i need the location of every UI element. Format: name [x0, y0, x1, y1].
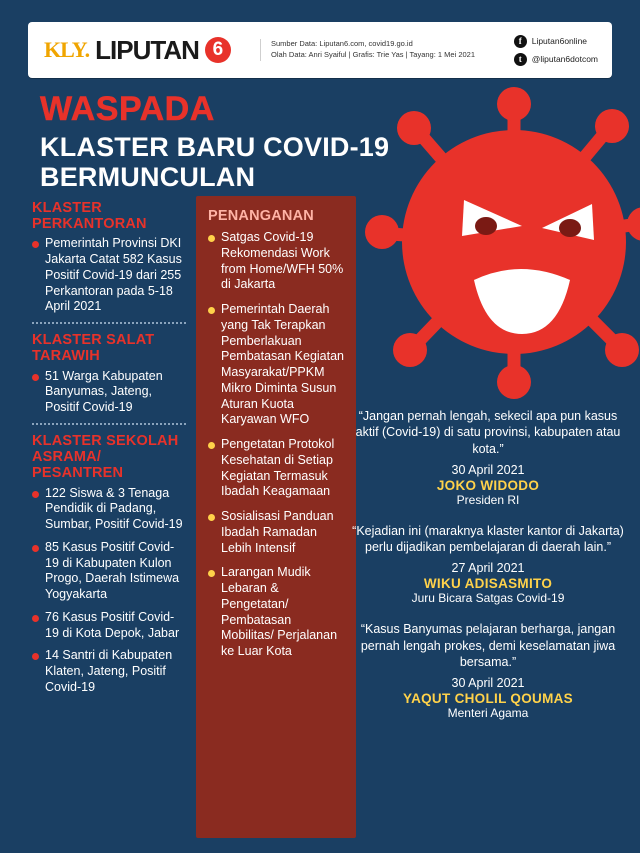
- mid-column-items: [208, 230, 344, 660]
- page-title: [40, 92, 389, 192]
- section-heading: KLASTER PERKANTORAN: [32, 200, 147, 233]
- source-credits: [260, 39, 514, 61]
- facebook-icon: f: [514, 35, 527, 48]
- twitter-handle: @liputan6dotcom: [531, 54, 598, 64]
- list-item: [208, 565, 344, 660]
- list-item: [32, 236, 186, 315]
- logo-kly-text: KLY.: [44, 37, 90, 62]
- quote-author-role: Juru Bicara Satgas Covid-19: [411, 591, 565, 606]
- list-item: [32, 610, 186, 642]
- logo-liputan-text: LIPUTAN: [95, 34, 199, 65]
- brand-logo: [28, 35, 256, 66]
- header-bar: [28, 22, 612, 78]
- twitter-icon: t: [514, 53, 527, 66]
- coronavirus-illustration: [346, 74, 640, 404]
- facebook-link[interactable]: [514, 35, 598, 48]
- quote-author-name: YAQUT CHOLIL QOUMAS: [403, 691, 573, 706]
- virus-svg: [346, 74, 640, 404]
- quote-card: [352, 408, 624, 507]
- bullet-dot-icon: [32, 491, 39, 498]
- quote-card: [352, 621, 624, 720]
- list-item-text: Pemerintah Provinsi DKI Jakarta Catat 582 Kasus Positif Covid-19 dari 255 Perkantoran pada 5-18 April 2021: [45, 236, 182, 314]
- source-line-1: Sumber Data: Liputan6.com, covid19.go.id: [271, 39, 413, 49]
- list-item: [208, 509, 344, 556]
- quote-text: “Kasus Banyumas pelajaran berharga, jangan pernah lengah prokes, demi keselamatan jiwa bersama.”: [360, 622, 616, 669]
- list-item-text: Larangan Mudik Lebaran & Pengetatan/ Pembatasan Mobilitas/ Perjalanan ke Luar Kota: [221, 565, 338, 659]
- list-item: [32, 369, 186, 416]
- quote-author-name: JOKO WIDODO: [436, 477, 540, 493]
- source-line-2: Olah Data: Anri Syaiful | Grafis: Trie Yas | Tayang: 1 Mei 2021: [271, 50, 475, 59]
- bullet-dot-icon: [32, 545, 39, 552]
- list-item-text: Sosialisasi Panduan Ibadah Ramadan Lebih Intensif: [221, 509, 334, 555]
- section-heading: KLASTER SALAT TARAWIH: [32, 332, 155, 365]
- quote-card: [352, 523, 624, 606]
- quote-date: 27 April 2021: [451, 561, 525, 576]
- list-item: [32, 540, 186, 603]
- quotes-column: [352, 408, 624, 736]
- bullet-dot-icon: [208, 442, 215, 449]
- title-waspada: WASPADA: [40, 90, 215, 128]
- quote-author-name: WIKU ADISASMITO: [423, 576, 553, 592]
- list-item-text: 76 Kasus Positif Covid-19 di Kota Depok, Jabar: [45, 609, 180, 640]
- title-main-line1: KLASTER BARU COVID-19: [40, 132, 390, 162]
- section-heading: KLASTER SEKOLAH ASRAMA/ PESANTREN: [32, 432, 179, 482]
- list-item-text: 122 Siswa & 3 Tenaga Pendidik di Padang, Sumbar, Positif Covid-19: [45, 485, 183, 532]
- list-item: [32, 486, 186, 533]
- list-item-text: 14 Santri di Kabupaten Klaten, Jateng, Positif Covid-19: [45, 648, 173, 694]
- quote-text: “Jangan pernah lengah, sekecil apa pun kasus aktif (Covid-19) di satu provinsi, kabupaten atau kota.”: [355, 409, 621, 456]
- list-item: [32, 648, 186, 695]
- quote-date: 30 April 2021: [451, 676, 525, 690]
- facebook-handle: Liputan6online: [531, 36, 588, 46]
- list-item-text: Satgas Covid-19 Rekomendasi Work from Home/WFH 50% di Jakarta: [221, 230, 344, 292]
- title-main-line2: BERMUNCULAN: [40, 162, 256, 193]
- bullet-dot-icon: [208, 514, 215, 521]
- mid-column-penanganan: [196, 196, 356, 838]
- bullet-dot-icon: [208, 570, 215, 577]
- bullet-dot-icon: [32, 615, 39, 622]
- list-item: [208, 302, 344, 428]
- quote-author-role: Presiden RI: [456, 492, 520, 507]
- list-item-text: 85 Kasus Positif Covid-19 di Kabupaten Kulon Progo, Daerah Istimewa Yogyakarta: [45, 539, 180, 602]
- social-links: [514, 35, 612, 66]
- bullet-dot-icon: [32, 241, 39, 248]
- list-item-text: Pemerintah Daerah yang Tak Terapkan Pemberlakuan Pembatasan Kegiatan Masyarakat/PPKM Mikro Diminta Susun Aturan Kuota Karyawan WFO: [221, 302, 345, 427]
- left-column: [32, 200, 186, 703]
- section-divider: [32, 322, 186, 324]
- list-item: [208, 230, 344, 293]
- twitter-link[interactable]: [514, 53, 598, 66]
- quote-text: “Kejadian ini (maraknya klaster kantor di Jakarta) perlu dijadikan pembelajaran di daerah lain.”: [352, 523, 624, 554]
- bullet-dot-icon: [32, 653, 39, 660]
- list-item-text: 51 Warga Kabupaten Banyumas, Jateng, Positif Covid-19: [45, 368, 163, 415]
- bullet-dot-icon: [208, 307, 215, 314]
- mid-column-heading: PENANGANAN: [208, 208, 314, 224]
- section-divider: [32, 423, 186, 425]
- bullet-dot-icon: [208, 235, 215, 242]
- list-item-text: Pengetatan Protokol Kesehatan di Setiap Kegiatan Termasuk Ibadah Keagamaan: [221, 437, 335, 499]
- list-item: [208, 437, 344, 500]
- quote-date: 30 April 2021: [451, 462, 525, 477]
- quote-author-role: Menteri Agama: [447, 706, 529, 720]
- bullet-dot-icon: [32, 374, 39, 381]
- logo-six-badge: 6: [205, 37, 231, 63]
